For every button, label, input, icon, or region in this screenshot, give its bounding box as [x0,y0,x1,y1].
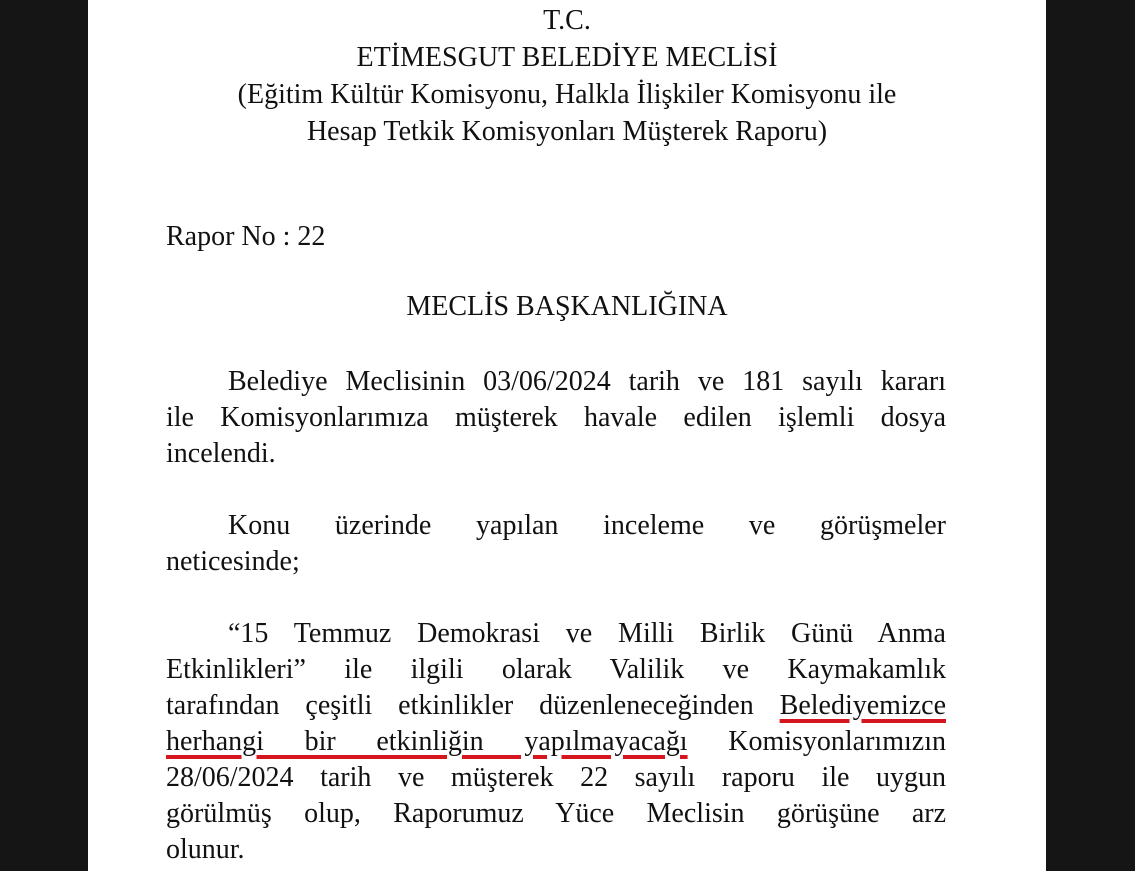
salutation: MECLİS BAŞKANLIĞINA [406,291,728,322]
report-number: Rapor No : 22 [166,221,326,252]
paragraph-1-line-1: Belediye Meclisinin 03/06/2024 tarih ve 181 sayılı kararı [228,366,946,397]
highlighted-phrase-part-2: herhangi bir etkinliğin yapılmayacağı [166,726,688,757]
paragraph-2-line-2: neticesinde; [166,546,300,577]
paragraph-3-line-4 [166,724,946,760]
document-header [88,2,1046,150]
document-page [88,0,1046,871]
paragraph-3-line-7: olunur. [166,834,245,865]
paragraph-3-line-5: 28/06/2024 tarih ve müşterek 22 sayılı raporu ile uygun [166,762,946,793]
paragraph-1-line-3: incelendi. [166,438,276,469]
paragraph-3-line-1: “15 Temmuz Demokrasi ve Milli Birlik Günü Anma [228,618,946,649]
header-committees-line1: (Eğitim Kültür Komisyonu, Halkla İlişkiler Komisyonu ile [237,79,897,110]
paragraph-2-line-1: Konu üzerinde yapılan inceleme ve görüşmeler [228,510,946,541]
paragraph-3-line-3-text: tarafından çeşitli etkinlikler düzenleneceğinden [166,690,780,721]
paragraph-1 [166,364,946,472]
paragraph-3-line-4-text: Komisyonlarımızın [687,726,946,757]
paragraph-3 [166,616,946,868]
paragraph-1-line-2: ile Komisyonlarımıza müşterek havale edilen işlemli dosya [166,402,946,433]
header-tc: T.C. [543,5,591,36]
header-committees-line2: Hesap Tetkik Komisyonları Müşterek Raporu) [306,116,828,147]
paragraph-2 [166,508,946,580]
paragraph-3-line-6: görülmüş olup, Raporumuz Yüce Meclisin görüşüne arz [166,798,946,829]
paragraph-3-line-3 [166,688,946,724]
header-council-name: ETİMESGUT BELEDİYE MECLİSİ [356,42,778,73]
paragraph-3-line-2: Etkinlikleri” ile ilgili olarak Valilik ve Kaymakamlık [166,654,946,685]
highlighted-phrase-part-1: Belediyemizce [779,690,946,721]
